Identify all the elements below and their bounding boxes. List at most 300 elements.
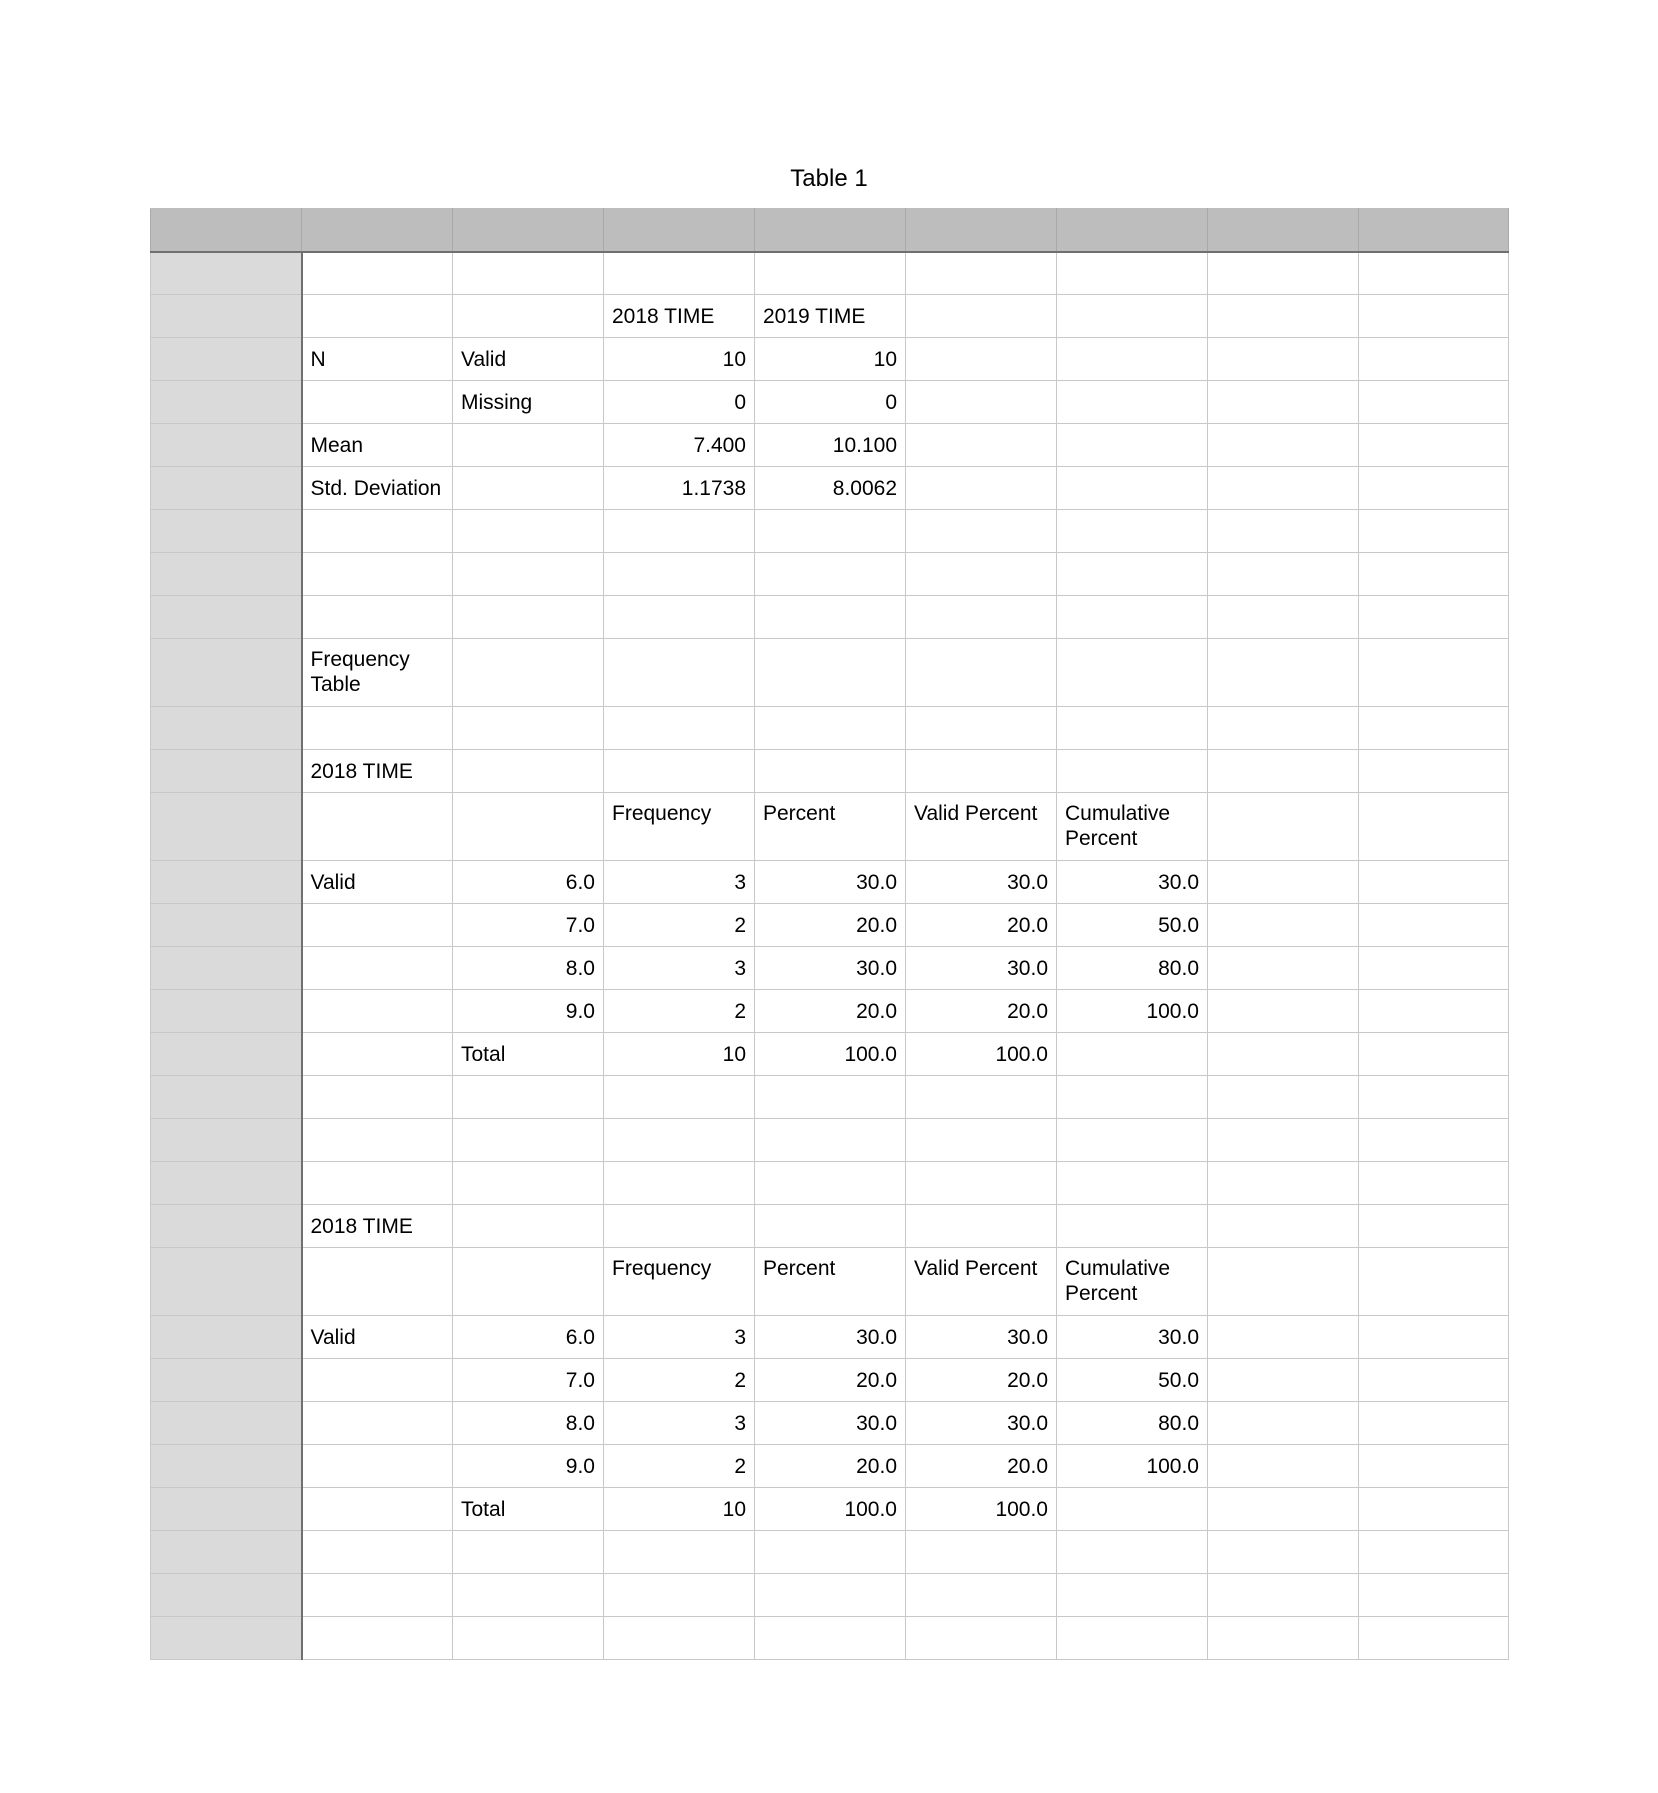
table-cell[interactable] bbox=[906, 1162, 1057, 1205]
table-cell[interactable]: 2018 TIME bbox=[302, 750, 453, 793]
table-cell[interactable]: 20.0 bbox=[755, 1359, 906, 1402]
table-cell[interactable]: Cumulative Percent bbox=[1057, 793, 1208, 861]
row-header[interactable] bbox=[151, 947, 302, 990]
table-cell[interactable]: Percent bbox=[755, 1248, 906, 1316]
table-row bbox=[151, 1445, 1509, 1488]
row-header[interactable] bbox=[151, 1033, 302, 1076]
table-cell[interactable]: Valid bbox=[302, 1316, 453, 1359]
table-cell[interactable]: 30.0 bbox=[906, 1316, 1057, 1359]
table-cell[interactable] bbox=[906, 424, 1057, 467]
table-cell[interactable] bbox=[1208, 750, 1359, 793]
table-cell[interactable] bbox=[453, 1248, 604, 1316]
table-cell[interactable] bbox=[604, 1076, 755, 1119]
row-header[interactable] bbox=[151, 1574, 302, 1617]
table-cell[interactable] bbox=[453, 467, 604, 510]
table-cell[interactable] bbox=[1057, 639, 1208, 707]
row-header[interactable] bbox=[151, 596, 302, 639]
table-cell[interactable]: 9.0 bbox=[453, 1445, 604, 1488]
table-cell[interactable] bbox=[1208, 252, 1359, 295]
table-cell[interactable] bbox=[302, 1119, 453, 1162]
table-cell[interactable] bbox=[1359, 1076, 1509, 1119]
table-cell[interactable] bbox=[604, 639, 755, 707]
table-cell[interactable]: Frequency Table bbox=[302, 639, 453, 707]
table-cell[interactable] bbox=[755, 1076, 906, 1119]
table-cell[interactable]: 50.0 bbox=[1057, 904, 1208, 947]
table-cell[interactable]: 20.0 bbox=[755, 1445, 906, 1488]
table-cell[interactable] bbox=[302, 1359, 453, 1402]
table-cell[interactable] bbox=[604, 1531, 755, 1574]
table-cell[interactable] bbox=[1208, 1574, 1359, 1617]
column-header[interactable] bbox=[1057, 209, 1208, 252]
table-cell[interactable]: Valid Percent bbox=[906, 793, 1057, 861]
column-header[interactable] bbox=[604, 209, 755, 252]
row-header[interactable] bbox=[151, 1445, 302, 1488]
table-cell[interactable] bbox=[1359, 793, 1509, 861]
table-cell[interactable] bbox=[755, 510, 906, 553]
table-cell[interactable]: Cumulative Percent bbox=[1057, 1248, 1208, 1316]
row-header[interactable] bbox=[151, 252, 302, 295]
table-cell[interactable] bbox=[1359, 252, 1509, 295]
table-cell[interactable] bbox=[1057, 1033, 1208, 1076]
table-cell[interactable] bbox=[604, 1574, 755, 1617]
table-cell[interactable]: 7.0 bbox=[453, 1359, 604, 1402]
table-cell[interactable] bbox=[1208, 1162, 1359, 1205]
table-cell[interactable] bbox=[302, 1033, 453, 1076]
table-cell[interactable] bbox=[453, 1531, 604, 1574]
row-header[interactable] bbox=[151, 793, 302, 861]
table-cell[interactable] bbox=[906, 750, 1057, 793]
table-cell[interactable] bbox=[1359, 1445, 1509, 1488]
table-cell[interactable] bbox=[453, 424, 604, 467]
table-cell[interactable] bbox=[1359, 596, 1509, 639]
table-cell[interactable] bbox=[906, 1574, 1057, 1617]
row-header[interactable] bbox=[151, 861, 302, 904]
table-cell[interactable] bbox=[1208, 707, 1359, 750]
table-cell[interactable] bbox=[906, 707, 1057, 750]
table-cell[interactable]: 80.0 bbox=[1057, 947, 1208, 990]
table-cell[interactable] bbox=[1208, 1205, 1359, 1248]
table-cell[interactable]: 20.0 bbox=[906, 990, 1057, 1033]
table-cell[interactable]: 20.0 bbox=[906, 1359, 1057, 1402]
table-cell[interactable]: 10 bbox=[755, 338, 906, 381]
table-row bbox=[151, 596, 1509, 639]
table-cell[interactable] bbox=[1057, 553, 1208, 596]
table-cell[interactable] bbox=[1208, 1248, 1359, 1316]
table-cell[interactable] bbox=[1359, 1033, 1509, 1076]
row-header[interactable] bbox=[151, 553, 302, 596]
table-cell[interactable]: 100.0 bbox=[1057, 1445, 1208, 1488]
table-cell[interactable] bbox=[1359, 338, 1509, 381]
table-cell[interactable]: Total bbox=[453, 1488, 604, 1531]
table-cell[interactable]: 20.0 bbox=[906, 1445, 1057, 1488]
table-cell[interactable]: Std. Deviation bbox=[302, 467, 453, 510]
table-cell[interactable] bbox=[1057, 1119, 1208, 1162]
table-cell[interactable]: 1.1738 bbox=[604, 467, 755, 510]
table-cell[interactable] bbox=[453, 295, 604, 338]
table-cell[interactable] bbox=[755, 1119, 906, 1162]
table-cell[interactable]: 10 bbox=[604, 338, 755, 381]
table-cell[interactable]: 8.0 bbox=[453, 1402, 604, 1445]
table-cell[interactable] bbox=[1208, 1445, 1359, 1488]
table-cell[interactable] bbox=[1208, 904, 1359, 947]
table-cell[interactable] bbox=[1359, 467, 1509, 510]
row-header[interactable] bbox=[151, 338, 302, 381]
table-row bbox=[151, 1574, 1509, 1617]
table-cell[interactable] bbox=[453, 793, 604, 861]
table-cell[interactable]: N bbox=[302, 338, 453, 381]
table-cell[interactable] bbox=[453, 639, 604, 707]
table-cell[interactable] bbox=[1057, 596, 1208, 639]
table-cell[interactable] bbox=[1359, 1359, 1509, 1402]
table-cell[interactable] bbox=[1359, 990, 1509, 1033]
table-cell[interactable] bbox=[1208, 295, 1359, 338]
table-cell[interactable] bbox=[604, 596, 755, 639]
table-cell[interactable] bbox=[302, 1445, 453, 1488]
table-cell[interactable] bbox=[1208, 1076, 1359, 1119]
table-cell[interactable] bbox=[755, 252, 906, 295]
table-cell[interactable]: Valid Percent bbox=[906, 1248, 1057, 1316]
table-cell[interactable] bbox=[906, 1119, 1057, 1162]
table-cell[interactable] bbox=[1359, 295, 1509, 338]
table-cell[interactable] bbox=[1359, 1531, 1509, 1574]
row-header[interactable] bbox=[151, 1617, 302, 1660]
table-cell[interactable] bbox=[755, 1162, 906, 1205]
table-cell[interactable]: 100.0 bbox=[755, 1488, 906, 1531]
table-cell[interactable]: 7.400 bbox=[604, 424, 755, 467]
table-cell[interactable] bbox=[1359, 750, 1509, 793]
table-cell[interactable] bbox=[755, 639, 906, 707]
table-cell[interactable] bbox=[1208, 381, 1359, 424]
row-header[interactable] bbox=[151, 1488, 302, 1531]
table-cell[interactable] bbox=[1359, 510, 1509, 553]
table-cell[interactable]: Valid bbox=[302, 861, 453, 904]
table-cell[interactable] bbox=[1057, 1162, 1208, 1205]
table-row bbox=[151, 947, 1509, 990]
table-cell[interactable] bbox=[604, 1617, 755, 1660]
table-cell[interactable] bbox=[1208, 510, 1359, 553]
row-header[interactable] bbox=[151, 510, 302, 553]
table-cell[interactable] bbox=[1208, 639, 1359, 707]
table-cell[interactable] bbox=[302, 295, 453, 338]
table-cell[interactable] bbox=[906, 252, 1057, 295]
table-cell[interactable]: 3 bbox=[604, 947, 755, 990]
table-cell[interactable] bbox=[1208, 596, 1359, 639]
table-cell[interactable] bbox=[302, 553, 453, 596]
table-cell[interactable] bbox=[604, 510, 755, 553]
table-cell[interactable]: Mean bbox=[302, 424, 453, 467]
table-cell[interactable] bbox=[1208, 990, 1359, 1033]
table-cell[interactable] bbox=[604, 1162, 755, 1205]
table-cell[interactable] bbox=[453, 707, 604, 750]
row-header[interactable] bbox=[151, 424, 302, 467]
table-cell[interactable] bbox=[453, 252, 604, 295]
table-cell[interactable] bbox=[906, 1205, 1057, 1248]
table-cell[interactable]: 80.0 bbox=[1057, 1402, 1208, 1445]
row-header[interactable] bbox=[151, 1248, 302, 1316]
table-cell[interactable]: Frequency bbox=[604, 1248, 755, 1316]
table-cell[interactable] bbox=[302, 1531, 453, 1574]
table-cell[interactable] bbox=[302, 947, 453, 990]
table-cell[interactable] bbox=[755, 750, 906, 793]
table-cell[interactable] bbox=[1208, 1488, 1359, 1531]
table-cell[interactable]: Missing bbox=[453, 381, 604, 424]
table-cell[interactable]: 30.0 bbox=[1057, 861, 1208, 904]
table-cell[interactable] bbox=[1057, 510, 1208, 553]
row-header[interactable] bbox=[151, 1402, 302, 1445]
table-cell[interactable] bbox=[1208, 793, 1359, 861]
table-cell[interactable] bbox=[1359, 904, 1509, 947]
table-cell[interactable] bbox=[1057, 467, 1208, 510]
row-header[interactable] bbox=[151, 1162, 302, 1205]
table-cell[interactable]: Valid bbox=[453, 338, 604, 381]
table-cell[interactable]: 9.0 bbox=[453, 990, 604, 1033]
table-cell[interactable] bbox=[1057, 750, 1208, 793]
table-cell[interactable] bbox=[302, 1617, 453, 1660]
table-cell[interactable]: 30.0 bbox=[755, 1402, 906, 1445]
table-cell[interactable] bbox=[1057, 424, 1208, 467]
table-cell[interactable] bbox=[1359, 1402, 1509, 1445]
table-cell[interactable] bbox=[1057, 1531, 1208, 1574]
table-cell[interactable] bbox=[755, 553, 906, 596]
table-cell[interactable] bbox=[453, 596, 604, 639]
table-cell[interactable]: 10 bbox=[604, 1033, 755, 1076]
table-cell[interactable]: 20.0 bbox=[906, 904, 1057, 947]
table-cell[interactable] bbox=[906, 1617, 1057, 1660]
column-header[interactable] bbox=[755, 209, 906, 252]
table-cell[interactable] bbox=[1359, 947, 1509, 990]
table-cell[interactable] bbox=[1057, 381, 1208, 424]
table-cell[interactable]: 0 bbox=[604, 381, 755, 424]
table-cell[interactable] bbox=[755, 596, 906, 639]
table-cell[interactable]: 30.0 bbox=[755, 1316, 906, 1359]
table-cell[interactable] bbox=[1359, 1574, 1509, 1617]
table-cell[interactable]: 8.0062 bbox=[755, 467, 906, 510]
table-cell[interactable] bbox=[906, 381, 1057, 424]
table-cell[interactable] bbox=[1359, 381, 1509, 424]
table-body bbox=[151, 209, 1509, 1660]
table-row bbox=[151, 553, 1509, 596]
column-header[interactable] bbox=[302, 209, 453, 252]
table-cell[interactable]: 30.0 bbox=[906, 947, 1057, 990]
table-cell[interactable]: 20.0 bbox=[755, 904, 906, 947]
table-cell[interactable]: 30.0 bbox=[906, 861, 1057, 904]
table-cell[interactable]: 2 bbox=[604, 1445, 755, 1488]
table-cell[interactable]: 100.0 bbox=[1057, 990, 1208, 1033]
row-header[interactable] bbox=[151, 1531, 302, 1574]
column-header[interactable] bbox=[1208, 209, 1359, 252]
table-cell[interactable] bbox=[1208, 1531, 1359, 1574]
table-cell[interactable]: 20.0 bbox=[755, 990, 906, 1033]
table-cell[interactable]: Percent bbox=[755, 793, 906, 861]
table-cell[interactable] bbox=[1208, 467, 1359, 510]
table-row bbox=[151, 510, 1509, 553]
row-header[interactable] bbox=[151, 295, 302, 338]
table-cell[interactable] bbox=[1359, 424, 1509, 467]
table-cell[interactable] bbox=[302, 793, 453, 861]
table-cell[interactable] bbox=[1359, 1205, 1509, 1248]
table-cell[interactable]: 6.0 bbox=[453, 1316, 604, 1359]
table-cell[interactable] bbox=[1208, 1033, 1359, 1076]
table-cell[interactable]: 10 bbox=[604, 1488, 755, 1531]
table-cell[interactable]: 2 bbox=[604, 1359, 755, 1402]
table-cell[interactable]: 2018 TIME bbox=[604, 295, 755, 338]
table-cell[interactable] bbox=[906, 1076, 1057, 1119]
row-header[interactable] bbox=[151, 1076, 302, 1119]
table-cell[interactable] bbox=[906, 596, 1057, 639]
table-row bbox=[151, 1162, 1509, 1205]
corner-cell[interactable] bbox=[151, 209, 302, 252]
table-cell[interactable] bbox=[1057, 338, 1208, 381]
table-cell[interactable] bbox=[1057, 295, 1208, 338]
table-cell[interactable]: Frequency bbox=[604, 793, 755, 861]
table-cell[interactable] bbox=[302, 381, 453, 424]
table-cell[interactable] bbox=[1208, 424, 1359, 467]
table-cell[interactable] bbox=[302, 1162, 453, 1205]
table-cell[interactable] bbox=[302, 707, 453, 750]
table-cell[interactable] bbox=[906, 467, 1057, 510]
table-cell[interactable] bbox=[1359, 639, 1509, 707]
table-row bbox=[151, 1248, 1509, 1316]
row-header[interactable] bbox=[151, 750, 302, 793]
table-cell[interactable] bbox=[453, 1574, 604, 1617]
table-cell[interactable]: 30.0 bbox=[1057, 1316, 1208, 1359]
table-cell[interactable] bbox=[604, 553, 755, 596]
column-header[interactable] bbox=[906, 209, 1057, 252]
table-cell[interactable] bbox=[1359, 1617, 1509, 1660]
table-row bbox=[151, 639, 1509, 707]
table-cell[interactable]: 0 bbox=[755, 381, 906, 424]
table-cell[interactable] bbox=[906, 295, 1057, 338]
row-header[interactable] bbox=[151, 904, 302, 947]
table-cell[interactable]: 6.0 bbox=[453, 861, 604, 904]
row-header[interactable] bbox=[151, 707, 302, 750]
row-header[interactable] bbox=[151, 381, 302, 424]
table-cell[interactable]: 3 bbox=[604, 861, 755, 904]
table-cell[interactable]: 2018 TIME bbox=[302, 1205, 453, 1248]
table-row bbox=[151, 793, 1509, 861]
table-cell[interactable] bbox=[1057, 1488, 1208, 1531]
table-cell[interactable] bbox=[453, 1119, 604, 1162]
table-cell[interactable] bbox=[1359, 1248, 1509, 1316]
row-header[interactable] bbox=[151, 639, 302, 707]
table-cell[interactable] bbox=[1359, 1488, 1509, 1531]
table-cell[interactable] bbox=[906, 639, 1057, 707]
table-cell[interactable]: 2 bbox=[604, 904, 755, 947]
table-cell[interactable] bbox=[453, 1617, 604, 1660]
table-cell[interactable]: 100.0 bbox=[755, 1033, 906, 1076]
table-cell[interactable] bbox=[604, 707, 755, 750]
column-header[interactable] bbox=[1359, 209, 1509, 252]
table-cell[interactable] bbox=[755, 1205, 906, 1248]
table-cell[interactable] bbox=[1208, 553, 1359, 596]
row-header[interactable] bbox=[151, 467, 302, 510]
table-cell[interactable] bbox=[1208, 1359, 1359, 1402]
table-cell[interactable] bbox=[302, 1488, 453, 1531]
table-cell[interactable] bbox=[302, 596, 453, 639]
table-cell[interactable] bbox=[1057, 1574, 1208, 1617]
table-cell[interactable] bbox=[604, 252, 755, 295]
table-cell[interactable]: 2019 TIME bbox=[755, 295, 906, 338]
table-cell[interactable] bbox=[302, 904, 453, 947]
table-cell[interactable] bbox=[1208, 1119, 1359, 1162]
table-cell[interactable]: 30.0 bbox=[755, 861, 906, 904]
table-cell[interactable]: 100.0 bbox=[906, 1033, 1057, 1076]
table-cell[interactable] bbox=[1208, 1617, 1359, 1660]
table-cell[interactable]: 100.0 bbox=[906, 1488, 1057, 1531]
table-cell[interactable] bbox=[906, 1531, 1057, 1574]
table-cell[interactable] bbox=[1208, 1316, 1359, 1359]
table-cell[interactable] bbox=[1057, 1617, 1208, 1660]
table-cell[interactable]: 3 bbox=[604, 1402, 755, 1445]
table-cell[interactable] bbox=[1359, 1162, 1509, 1205]
table-cell[interactable] bbox=[1057, 707, 1208, 750]
table-cell[interactable] bbox=[1057, 252, 1208, 295]
table-cell[interactable]: 3 bbox=[604, 1316, 755, 1359]
table-cell[interactable] bbox=[1208, 947, 1359, 990]
table-cell[interactable] bbox=[1359, 861, 1509, 904]
table-cell[interactable] bbox=[453, 510, 604, 553]
table-cell[interactable] bbox=[1208, 1402, 1359, 1445]
table-cell[interactable] bbox=[755, 1617, 906, 1660]
table-cell[interactable] bbox=[302, 510, 453, 553]
table-cell[interactable]: 50.0 bbox=[1057, 1359, 1208, 1402]
table-cell[interactable] bbox=[453, 1205, 604, 1248]
table-cell[interactable] bbox=[604, 750, 755, 793]
table-cell[interactable] bbox=[1057, 1205, 1208, 1248]
table-cell[interactable] bbox=[604, 1205, 755, 1248]
table-cell[interactable] bbox=[1359, 1316, 1509, 1359]
table-cell[interactable] bbox=[302, 1574, 453, 1617]
table-cell[interactable] bbox=[906, 510, 1057, 553]
row-header[interactable] bbox=[151, 1205, 302, 1248]
table-cell[interactable] bbox=[1359, 553, 1509, 596]
table-cell[interactable]: 7.0 bbox=[453, 904, 604, 947]
table-cell[interactable] bbox=[755, 1574, 906, 1617]
table-cell[interactable] bbox=[1057, 1076, 1208, 1119]
table-cell[interactable] bbox=[453, 750, 604, 793]
table-cell[interactable]: 30.0 bbox=[906, 1402, 1057, 1445]
table-cell[interactable]: 10.100 bbox=[755, 424, 906, 467]
table-cell[interactable] bbox=[1208, 861, 1359, 904]
table-cell[interactable] bbox=[1359, 707, 1509, 750]
table-cell[interactable] bbox=[453, 553, 604, 596]
table-cell[interactable] bbox=[604, 1119, 755, 1162]
row-header[interactable] bbox=[151, 1119, 302, 1162]
table-cell[interactable] bbox=[302, 1076, 453, 1119]
table-cell[interactable]: 30.0 bbox=[755, 947, 906, 990]
table-cell[interactable] bbox=[906, 338, 1057, 381]
table-cell[interactable] bbox=[1359, 1119, 1509, 1162]
table-cell[interactable] bbox=[302, 252, 453, 295]
column-header[interactable] bbox=[453, 209, 604, 252]
row-header[interactable] bbox=[151, 990, 302, 1033]
table-cell[interactable]: 2 bbox=[604, 990, 755, 1033]
table-cell[interactable] bbox=[906, 553, 1057, 596]
table-cell[interactable]: Total bbox=[453, 1033, 604, 1076]
table-cell[interactable] bbox=[453, 1162, 604, 1205]
table-cell[interactable] bbox=[302, 990, 453, 1033]
table-cell[interactable] bbox=[755, 1531, 906, 1574]
row-header[interactable] bbox=[151, 1359, 302, 1402]
row-header[interactable] bbox=[151, 1316, 302, 1359]
table-cell[interactable] bbox=[453, 1076, 604, 1119]
table-cell[interactable] bbox=[302, 1248, 453, 1316]
table-cell[interactable]: 8.0 bbox=[453, 947, 604, 990]
table-cell[interactable] bbox=[302, 1402, 453, 1445]
column-header-row bbox=[151, 209, 1509, 252]
table-cell[interactable] bbox=[755, 707, 906, 750]
table-cell[interactable] bbox=[1208, 338, 1359, 381]
